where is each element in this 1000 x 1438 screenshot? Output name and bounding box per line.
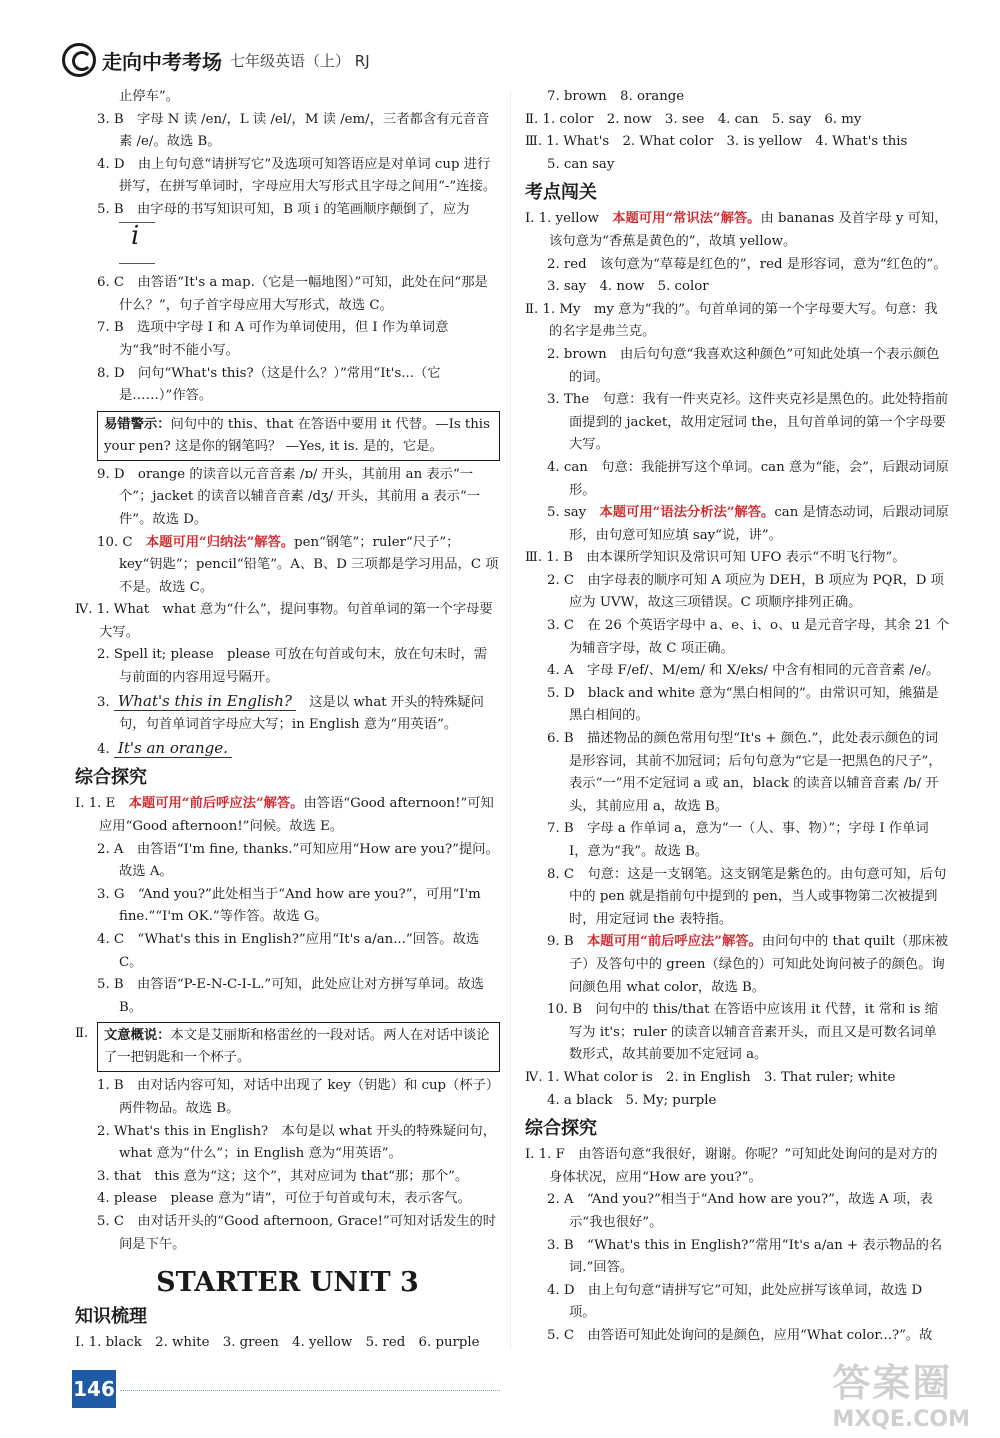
answer-text: 2. C 由字母表的顺序可知 A 项应为 DEH，B 项应为 PQR，D 项应为 UVW，故这三项错误。C 项顺序排列正确。	[547, 572, 944, 611]
answer-text: 2. Spell it; please please 可放在句首或句末，放在句末时，需与前面的内容用逗号隔开。	[97, 647, 488, 686]
handwriting-sample	[119, 222, 155, 264]
answer-item	[525, 1189, 950, 1234]
answer-item	[525, 502, 950, 547]
answer-text: 5. B 由字母的书写知识可知，B 项 i 的笔画顺序颠倒了，应为	[97, 201, 470, 217]
answer-item	[525, 86, 950, 109]
answer-item	[525, 276, 950, 299]
answer-text: 4. please please 意为“请”，可位于句首或句末，表示客气。	[97, 1191, 471, 1207]
answer-text: 4. D 由上句句意“请拼写它”可知，此处应拼写该单词，故选 D 项。	[547, 1282, 923, 1321]
watermark-line2: MXQE.COM	[832, 1407, 970, 1432]
logo-icon	[62, 43, 96, 77]
answer-item	[525, 299, 950, 344]
answer-item	[75, 839, 500, 884]
answer-item	[75, 532, 500, 600]
answer-item	[525, 660, 950, 683]
answer-text-cont: 由问句中的 that quilt（那床被子）及答句中的 green（绿色的）可知此处询问被子的颜色。询问颜色用 what color，故选 B。	[569, 934, 949, 995]
answer-item	[525, 1235, 950, 1280]
answer-item	[75, 363, 500, 408]
watermark-line1: 答案圈	[832, 1361, 953, 1405]
answer-text: 8. D 问句“What's this?（这是什么？）”常用“It's...（它是……）”作答。	[97, 365, 441, 404]
answer-text-cont: 这是以 what 开头的特殊疑问句，句首单词首字母应大写；in English 意为“用英语”。	[119, 694, 484, 733]
footer-rule	[120, 1390, 500, 1391]
answer-text: Ⅱ. 1. color 2. now 3. see 4. can 5. say 6. my	[525, 111, 862, 127]
note-box	[97, 1022, 500, 1072]
answer-text: 4. can 句意：我能拼写这个单词。can 意为“能，会”，后跟动词原形。	[547, 459, 949, 498]
answer-item	[525, 864, 950, 932]
answer-text: 4. D 由上句句意“请拼写它”及选项可知答语应是对单词 cup 进行拼写，在拼写单词时，字母应用大写形式且字母之间用“-”连接。	[97, 156, 497, 195]
answer-text: 5. say	[547, 505, 600, 521]
section-heading: 综合探究	[75, 767, 147, 789]
column-divider	[510, 90, 511, 1350]
answer-item	[525, 547, 950, 570]
answer-text: 10. B 问句中的 this/that 在答语中应该用 it 代替，it 常和 is 缩写为 it's；ruler 的读音以辅音音素开头，而且又是可数名词单数形式，故其前要加不定冠词 a。	[547, 1002, 938, 1063]
answer-item	[75, 109, 500, 154]
answer-text: 2. A “And you?”相当于“And how are you?”，故选 A 项，表示“我也很好”。	[547, 1192, 933, 1230]
section-heading: 考点闯关	[525, 182, 597, 204]
answer-item	[75, 644, 500, 689]
answer-item	[525, 1067, 950, 1090]
answer-item	[525, 254, 950, 277]
answer-text: 5. can say	[547, 156, 615, 172]
answer-item	[75, 737, 500, 762]
method-highlight: 本题可用“前后呼应法”解答。	[586, 934, 762, 950]
answer-text: 2. brown 由后句句意“我喜欢这种颜色”可知此处填一个表示颜色的词。	[547, 346, 940, 385]
section-heading: 综合探究	[525, 1118, 597, 1140]
answer-text: 10. C	[97, 534, 146, 550]
answer-item	[525, 570, 950, 615]
answer-text: 4. C “What's this in English?”应用“It's a/an...”回答。故选 C。	[97, 932, 480, 970]
answer-text: 5. C 由对话开头的“Good afternoon, Grace!”可知对话发生的时间是下午。	[97, 1213, 497, 1252]
answer-text: 5. B 由答语“P-E-N-C-I-L.”可知，此处应让对方拼写单词。故选 B。	[97, 977, 484, 1015]
answer-item	[525, 818, 950, 863]
answer-item	[525, 389, 950, 457]
answer-item	[525, 344, 950, 389]
answer-item	[75, 793, 500, 838]
answer-text: Ⅰ. 1. yellow	[525, 211, 613, 227]
answer-text: Ⅰ. 1. black 2. white 3. green 4. yellow 5. red 6. purple	[75, 1335, 480, 1351]
answer-text: 5. D black and white 意为“黑白相间的”。由常识可知，熊猫是黑白相间的。	[547, 685, 939, 724]
method-highlight: 本题可用“归纳法”解答。	[145, 534, 295, 550]
note-box-row	[75, 408, 500, 464]
answer-text: 7. brown 8. orange	[547, 89, 685, 104]
answer-text: 4.	[97, 741, 114, 757]
answer-text: 9. B	[547, 934, 587, 950]
answer-text: Ⅱ. 1. My my 意为“我的”。句首单词的第一个字母要大写。句意：我的名字是弗兰克。	[525, 301, 938, 340]
answer-item	[75, 690, 500, 737]
answer-text: 3. say 4. now 5. color	[547, 279, 709, 295]
answer-item	[75, 884, 500, 929]
note-box-text: 本文是艾丽斯和格雷丝的一段对话。两人在对话中谈论了一把钥匙和一个杯子。	[104, 1028, 490, 1066]
answer-text: 9. D orange 的读音以元音音素 /ɒ/ 开头，其前用 an 表示“一个”；jacket 的读音以辅音音素 /dʒ/ 开头，其前用 a 表示“一件”。故选 D。	[97, 466, 481, 527]
answer-text: Ⅲ. 1. What's 2. What color 3. is yellow 4. What's this	[525, 134, 908, 150]
answer-item	[75, 154, 500, 199]
answer-item	[525, 728, 950, 818]
page-header	[62, 40, 370, 80]
answer-text: 3. C 在 26 个英语字母中 a、e、i、o、u 是元音字母，其余 21 个为辅音字母，故 C 项正确。	[547, 618, 950, 656]
answer-text: 3. B 字母 N 读 /en/，L 读 /el/，M 读 /em/，三者都含有元音音素 /e/。故选 B。	[97, 111, 490, 150]
answer-text: 4. A 字母 F/ef/、M/em/ 和 X/eks/ 中含有相同的元音音素 /e/。	[547, 663, 940, 679]
method-highlight: 本题可用“语法分析法”解答。	[599, 505, 775, 521]
book-subtitle: 七年级英语（上） RJ	[230, 51, 370, 70]
answer-text: Ⅳ. 1. What what 意为“什么”，提问事物。句首单词的第一个字母要大写。	[75, 602, 493, 640]
book-brand: 走向中考考场	[102, 49, 222, 74]
handwritten-answer: What's this in English?	[114, 692, 296, 711]
handwriting-letter: i	[131, 220, 140, 251]
note-box-title: 文意概说：	[104, 1028, 171, 1044]
note-box-row	[75, 1019, 500, 1075]
answer-item	[525, 1325, 950, 1348]
answer-text: 3. G “And you?”此处相当于“And how are you?”，可用“I'm fine.”“I'm OK.”等作答。故选 G。	[97, 886, 481, 925]
left-column	[75, 86, 500, 1355]
answer-item	[525, 1280, 950, 1325]
answer-item	[525, 999, 950, 1067]
answer-item	[75, 317, 500, 362]
answer-item	[525, 1144, 950, 1189]
answer-item	[525, 615, 950, 660]
answer-text: 2. red 该句意为“草莓是红色的”，red 是形容词，意为“红色的”。	[547, 256, 947, 272]
answer-item	[525, 109, 950, 132]
note-box-text: 问句中的 this、that 在答语中要用 it 代替。—Is this your pen? 这是你的钢笔吗？ —Yes, it is. 是的，它是。	[104, 416, 490, 454]
answer-text: 6. B 描述物品的颜色常用句型“It's + 颜色.”，此处表示颜色的词是形容词，其前不加冠词；后句句意为“它是一把黑色的尺子”，表示“一”用不定冠词 a 或 an，black 的读音以辅音音素 /b/ 开头，其前应用 a，故选 B。	[547, 731, 942, 814]
watermark	[832, 1352, 970, 1432]
answer-item	[75, 199, 500, 222]
page-number: 146	[72, 1370, 116, 1408]
answer-item	[75, 974, 500, 1019]
method-highlight: 本题可用“前后呼应法”解答。	[128, 796, 304, 812]
answer-item	[75, 599, 500, 644]
answer-text: 6. C 由答语“It's a map.（它是一幅地图）”可知，此处在问“那是什么？”，句子首字母应用大写形式，故选 C。	[97, 275, 488, 313]
answer-text-cont: can 是情态动词，后跟动词原形，由句意可知应填 say“说，讲”。	[569, 505, 949, 543]
answer-text: Ⅰ. 1. E	[75, 796, 129, 812]
answer-text-cont: 由答语“Good afternoon!”可知应用“Good afternoon!”问候。故选 E。	[99, 796, 494, 835]
answer-item	[75, 272, 500, 317]
answer-text-cont: 由 bananas 及首字母 y 可知，该句意为“香蕉是黄色的”，故填 yellow。	[549, 211, 948, 249]
answer-item	[75, 1166, 500, 1189]
unit-title: STARTER UNIT 3	[156, 1267, 419, 1299]
section-numeral: Ⅱ.	[75, 1026, 89, 1042]
answer-text: 3. B “What's this in English?”常用“It's a/an + 表示物品的名词.”回答。	[547, 1237, 943, 1276]
handwritten-answer: It's an orange.	[114, 739, 232, 758]
answer-text: Ⅰ. 1. F 由答语句意“我很好，谢谢。你呢？”可知此处询问的是对方的身体状况，应用“How are you?”。	[525, 1147, 938, 1185]
note-box	[97, 411, 500, 461]
answer-item	[75, 86, 500, 109]
answer-item	[525, 208, 950, 253]
answer-item	[525, 457, 950, 502]
answer-item	[525, 154, 950, 177]
answer-text: 8. C 句意：这是一支钢笔。这支钢笔是紫色的。由句意可知，后句中的 pen 就是指前句中提到的 pen，当人或事物第二次被提到时，用定冠词 the 表特指。	[547, 866, 947, 927]
answer-item	[75, 464, 500, 532]
answer-item	[75, 929, 500, 974]
answer-item	[525, 131, 950, 154]
answer-text: 4. a black 5. My; purple	[547, 1092, 717, 1108]
answer-item	[75, 1332, 500, 1355]
right-column	[525, 86, 950, 1347]
answer-item	[75, 1188, 500, 1211]
answer-item	[75, 1121, 500, 1166]
answer-item	[525, 931, 950, 999]
answer-text-cont: pen“钢笔”；ruler“尺子”；key“钥匙”；pencil“铅笔”。A、B、D 三项都是学习用品，C 项不是。故选 C。	[119, 534, 499, 595]
answer-text: 止停车”。	[119, 89, 179, 104]
method-highlight: 本题可用“常识法”解答。	[612, 211, 761, 227]
answer-item	[75, 1075, 500, 1120]
answer-text: 2. What's this in English? 本句是以 what 开头的特殊疑问句，what 意为“什么”；in English 意为“用英语”。	[97, 1123, 497, 1162]
answer-item	[75, 1211, 500, 1256]
answer-text: 7. B 选项中字母 I 和 A 可作为单词使用，但 I 作为单词意为“我”时不能小写。	[97, 320, 449, 358]
answer-text: Ⅲ. 1. B 由本课所学知识及常识可知 UFO 表示“不明飞行物”。	[525, 550, 906, 566]
answer-item	[525, 683, 950, 728]
answer-text: Ⅳ. 1. What color is 2. in English 3. That ruler; white	[525, 1069, 896, 1085]
answer-item	[525, 1090, 950, 1113]
note-box-title: 易错警示：	[104, 416, 171, 432]
answer-text: 3.	[97, 694, 114, 710]
answer-text: 3. The 句意：我有一件夹克衫。这件夹克衫是黑色的。此处特指前面提到的 jacket，故用定冠词 the，且句首单词的第一个字母要大写。	[547, 392, 949, 453]
answer-text: 2. A 由答语“I'm fine, thanks.”可知应用“How are you?”提问。故选 A。	[97, 841, 499, 880]
answer-text: 3. that this 意为“这；这个”，其对应词为 that“那；那个”。	[97, 1168, 469, 1184]
answer-text: 5. C 由答语可知此处询问的是颜色，应用“What color...?”。故	[547, 1327, 933, 1343]
section-heading: 知识梳理	[75, 1306, 147, 1328]
answer-text: 1. B 由对话内容可知，对话中出现了 key（钥匙）和 cup（杯子）两件物品。故选 B。	[97, 1078, 500, 1116]
answer-text: 7. B 字母 a 作单词 a，意为“一（人、事、物）”；字母 I 作单词 I，意为“我”。故选 B。	[547, 821, 929, 859]
